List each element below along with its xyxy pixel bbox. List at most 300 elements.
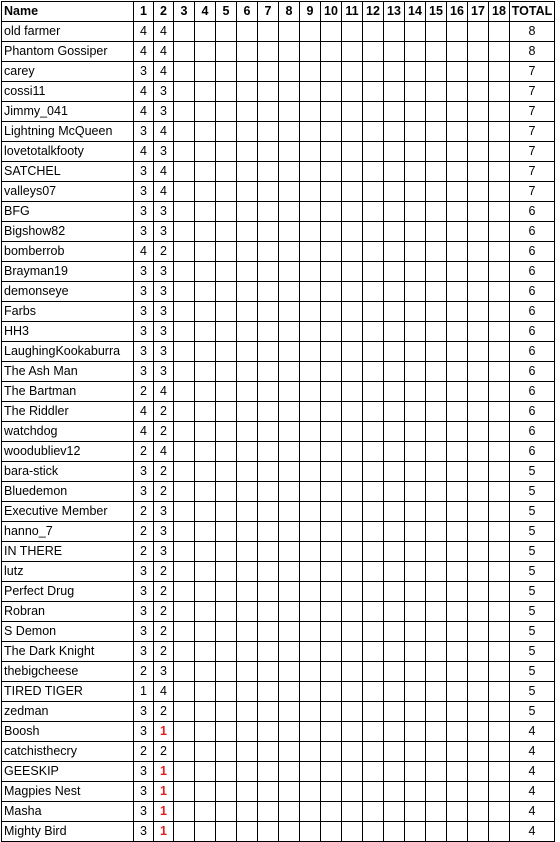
round-18-score-cell bbox=[489, 822, 510, 842]
round-12-score-cell bbox=[363, 822, 384, 842]
round-6-score-cell bbox=[237, 662, 258, 682]
round-9-score-cell bbox=[300, 702, 321, 722]
round-9-score-cell bbox=[300, 222, 321, 242]
round-12-score-cell bbox=[363, 342, 384, 362]
round-3-score-cell bbox=[174, 42, 195, 62]
round-8-score-cell bbox=[279, 122, 300, 142]
round-1-score-cell: 2 bbox=[134, 442, 154, 462]
round-18-score-cell bbox=[489, 162, 510, 182]
round-16-score-cell bbox=[447, 642, 468, 662]
round-14-score-cell bbox=[405, 222, 426, 242]
round-10-score-cell bbox=[321, 662, 342, 682]
round-18-score-cell bbox=[489, 642, 510, 662]
table-row bbox=[2, 802, 555, 822]
round-10-score-cell bbox=[321, 22, 342, 42]
round-7-score-cell bbox=[258, 562, 279, 582]
round-15-score-cell bbox=[426, 342, 447, 362]
round-6-score-cell bbox=[237, 82, 258, 102]
round-18-score-cell bbox=[489, 522, 510, 542]
table-row bbox=[2, 442, 555, 462]
round-2-score-cell: 2 bbox=[154, 742, 174, 762]
round-11-score-cell bbox=[342, 402, 363, 422]
round-17-score-cell bbox=[468, 642, 489, 662]
scores-table bbox=[1, 1, 555, 842]
round-18-score-cell bbox=[489, 102, 510, 122]
player-name-cell: The Riddler bbox=[2, 402, 134, 422]
total-score-cell: 7 bbox=[510, 102, 555, 122]
round-10-score-cell bbox=[321, 522, 342, 542]
round-16-score-cell bbox=[447, 42, 468, 62]
round-12-score-cell bbox=[363, 642, 384, 662]
player-name-cell: Magpies Nest bbox=[2, 782, 134, 802]
round-3-score-cell bbox=[174, 642, 195, 662]
round-3-score-cell bbox=[174, 302, 195, 322]
round-3-score-cell bbox=[174, 122, 195, 142]
round-10-score-cell bbox=[321, 322, 342, 342]
round-5-score-cell bbox=[216, 522, 237, 542]
round-3-score-cell bbox=[174, 182, 195, 202]
round-8-score-cell bbox=[279, 722, 300, 742]
round-16-score-cell bbox=[447, 782, 468, 802]
round-11-score-cell bbox=[342, 502, 363, 522]
round-1-score-cell: 4 bbox=[134, 402, 154, 422]
round-3-score-cell bbox=[174, 82, 195, 102]
round-15-score-cell bbox=[426, 422, 447, 442]
round-18-score-cell bbox=[489, 222, 510, 242]
round-2-score-cell: 2 bbox=[154, 622, 174, 642]
round-4-score-cell bbox=[195, 102, 216, 122]
round-15-score-cell bbox=[426, 562, 447, 582]
player-name-cell: old farmer bbox=[2, 22, 134, 42]
round-7-score-cell bbox=[258, 402, 279, 422]
table-row bbox=[2, 362, 555, 382]
round-8-score-cell bbox=[279, 102, 300, 122]
round-6-score-cell bbox=[237, 222, 258, 242]
round-4-score-cell bbox=[195, 362, 216, 382]
round-8-score-cell bbox=[279, 302, 300, 322]
round-10-score-cell bbox=[321, 582, 342, 602]
round-10-score-cell bbox=[321, 262, 342, 282]
round-8-score-cell bbox=[279, 702, 300, 722]
round-16-score-cell bbox=[447, 522, 468, 542]
round-4-score-cell bbox=[195, 742, 216, 762]
round-16-score-cell bbox=[447, 662, 468, 682]
round-17-score-cell bbox=[468, 762, 489, 782]
round-11-score-cell bbox=[342, 762, 363, 782]
round-15-score-cell bbox=[426, 42, 447, 62]
round-8-score-cell bbox=[279, 162, 300, 182]
round-4-score-cell bbox=[195, 142, 216, 162]
player-name-cell: The Ash Man bbox=[2, 362, 134, 382]
round-11-score-cell bbox=[342, 622, 363, 642]
round-16-score-cell bbox=[447, 102, 468, 122]
round-13-score-cell bbox=[384, 702, 405, 722]
round-9-score-cell bbox=[300, 762, 321, 782]
round-15-score-cell bbox=[426, 622, 447, 642]
round-12-score-cell bbox=[363, 662, 384, 682]
table-body bbox=[2, 22, 555, 842]
round-7-score-cell bbox=[258, 282, 279, 302]
round-7-score-cell bbox=[258, 542, 279, 562]
round-4-score-cell bbox=[195, 722, 216, 742]
table-row bbox=[2, 182, 555, 202]
total-score-cell: 6 bbox=[510, 242, 555, 262]
round-10-score-cell bbox=[321, 642, 342, 662]
round-1-score-cell: 4 bbox=[134, 242, 154, 262]
round-18-score-cell bbox=[489, 422, 510, 442]
round-9-score-cell bbox=[300, 182, 321, 202]
round-5-score-cell bbox=[216, 702, 237, 722]
table-row bbox=[2, 622, 555, 642]
round-6-score-cell bbox=[237, 442, 258, 462]
round-13-score-cell bbox=[384, 722, 405, 742]
round-7-score-cell bbox=[258, 222, 279, 242]
round-10-score-cell bbox=[321, 82, 342, 102]
round-13-score-cell bbox=[384, 282, 405, 302]
round-11-score-cell bbox=[342, 582, 363, 602]
round-9-score-cell bbox=[300, 822, 321, 842]
round-13-score-cell bbox=[384, 562, 405, 582]
round-13-score-cell bbox=[384, 682, 405, 702]
round-1-score-cell: 3 bbox=[134, 122, 154, 142]
round-5-score-cell bbox=[216, 242, 237, 262]
round-11-score-cell bbox=[342, 702, 363, 722]
round-18-score-cell bbox=[489, 202, 510, 222]
round-7-score-cell bbox=[258, 482, 279, 502]
round-18-score-cell bbox=[489, 262, 510, 282]
total-score-cell: 4 bbox=[510, 722, 555, 742]
round-3-score-cell bbox=[174, 322, 195, 342]
total-score-cell: 6 bbox=[510, 342, 555, 362]
round-1-score-cell: 4 bbox=[134, 82, 154, 102]
round-2-score-cell: 3 bbox=[154, 302, 174, 322]
round-13-score-cell bbox=[384, 422, 405, 442]
round-1-score-cell: 3 bbox=[134, 182, 154, 202]
round-17-score-cell bbox=[468, 222, 489, 242]
round-17-score-cell bbox=[468, 422, 489, 442]
column-header-total: TOTAL bbox=[510, 2, 555, 22]
round-12-score-cell bbox=[363, 322, 384, 342]
round-6-score-cell bbox=[237, 42, 258, 62]
round-14-score-cell bbox=[405, 542, 426, 562]
round-17-score-cell bbox=[468, 402, 489, 422]
round-11-score-cell bbox=[342, 562, 363, 582]
round-14-score-cell bbox=[405, 442, 426, 462]
round-5-score-cell bbox=[216, 502, 237, 522]
round-14-score-cell bbox=[405, 742, 426, 762]
round-2-score-cell: 1 bbox=[154, 722, 174, 742]
round-12-score-cell bbox=[363, 202, 384, 222]
round-16-score-cell bbox=[447, 422, 468, 442]
round-17-score-cell bbox=[468, 82, 489, 102]
round-5-score-cell bbox=[216, 602, 237, 622]
round-15-score-cell bbox=[426, 542, 447, 562]
round-2-score-cell: 3 bbox=[154, 542, 174, 562]
round-14-score-cell bbox=[405, 162, 426, 182]
round-5-score-cell bbox=[216, 162, 237, 182]
round-13-score-cell bbox=[384, 82, 405, 102]
round-6-score-cell bbox=[237, 282, 258, 302]
round-16-score-cell bbox=[447, 382, 468, 402]
round-13-score-cell bbox=[384, 182, 405, 202]
round-2-score-cell: 1 bbox=[154, 822, 174, 842]
round-4-score-cell bbox=[195, 302, 216, 322]
round-3-score-cell bbox=[174, 282, 195, 302]
round-2-score-cell: 3 bbox=[154, 522, 174, 542]
round-17-score-cell bbox=[468, 702, 489, 722]
table-row bbox=[2, 162, 555, 182]
round-2-score-cell: 3 bbox=[154, 662, 174, 682]
round-13-score-cell bbox=[384, 522, 405, 542]
player-name-cell: Perfect Drug bbox=[2, 582, 134, 602]
table-row bbox=[2, 222, 555, 242]
round-9-score-cell bbox=[300, 102, 321, 122]
round-17-score-cell bbox=[468, 522, 489, 542]
round-16-score-cell bbox=[447, 202, 468, 222]
total-score-cell: 5 bbox=[510, 682, 555, 702]
round-10-score-cell bbox=[321, 122, 342, 142]
round-2-score-cell: 2 bbox=[154, 602, 174, 622]
round-15-score-cell bbox=[426, 742, 447, 762]
round-5-score-cell bbox=[216, 302, 237, 322]
round-7-score-cell bbox=[258, 702, 279, 722]
round-3-score-cell bbox=[174, 102, 195, 122]
round-1-score-cell: 3 bbox=[134, 762, 154, 782]
round-11-score-cell bbox=[342, 342, 363, 362]
round-11-score-cell bbox=[342, 182, 363, 202]
round-12-score-cell bbox=[363, 562, 384, 582]
round-13-score-cell bbox=[384, 802, 405, 822]
column-header-round-6: 6 bbox=[237, 2, 258, 22]
round-3-score-cell bbox=[174, 342, 195, 362]
round-17-score-cell bbox=[468, 322, 489, 342]
round-14-score-cell bbox=[405, 802, 426, 822]
round-2-score-cell: 3 bbox=[154, 142, 174, 162]
round-9-score-cell bbox=[300, 522, 321, 542]
round-5-score-cell bbox=[216, 582, 237, 602]
round-9-score-cell bbox=[300, 302, 321, 322]
round-13-score-cell bbox=[384, 402, 405, 422]
round-12-score-cell bbox=[363, 622, 384, 642]
round-18-score-cell bbox=[489, 122, 510, 142]
round-5-score-cell bbox=[216, 202, 237, 222]
round-9-score-cell bbox=[300, 22, 321, 42]
round-9-score-cell bbox=[300, 202, 321, 222]
round-1-score-cell: 3 bbox=[134, 202, 154, 222]
round-1-score-cell: 3 bbox=[134, 302, 154, 322]
round-14-score-cell bbox=[405, 382, 426, 402]
table-row bbox=[2, 322, 555, 342]
round-14-score-cell bbox=[405, 342, 426, 362]
total-score-cell: 7 bbox=[510, 142, 555, 162]
round-16-score-cell bbox=[447, 322, 468, 342]
round-16-score-cell bbox=[447, 82, 468, 102]
round-7-score-cell bbox=[258, 362, 279, 382]
round-9-score-cell bbox=[300, 562, 321, 582]
round-14-score-cell bbox=[405, 122, 426, 142]
round-16-score-cell bbox=[447, 702, 468, 722]
round-10-score-cell bbox=[321, 202, 342, 222]
round-8-score-cell bbox=[279, 222, 300, 242]
player-name-cell: Bigshow82 bbox=[2, 222, 134, 242]
round-4-score-cell bbox=[195, 662, 216, 682]
total-score-cell: 5 bbox=[510, 562, 555, 582]
round-9-score-cell bbox=[300, 82, 321, 102]
round-14-score-cell bbox=[405, 782, 426, 802]
round-7-score-cell bbox=[258, 802, 279, 822]
round-14-score-cell bbox=[405, 142, 426, 162]
round-7-score-cell bbox=[258, 62, 279, 82]
round-14-score-cell bbox=[405, 422, 426, 442]
table-row bbox=[2, 482, 555, 502]
round-4-score-cell bbox=[195, 522, 216, 542]
round-15-score-cell bbox=[426, 302, 447, 322]
round-15-score-cell bbox=[426, 142, 447, 162]
total-score-cell: 4 bbox=[510, 802, 555, 822]
round-3-score-cell bbox=[174, 722, 195, 742]
column-header-round-8: 8 bbox=[279, 2, 300, 22]
round-6-score-cell bbox=[237, 542, 258, 562]
total-score-cell: 5 bbox=[510, 462, 555, 482]
total-score-cell: 6 bbox=[510, 282, 555, 302]
round-6-score-cell bbox=[237, 762, 258, 782]
round-10-score-cell bbox=[321, 602, 342, 622]
round-12-score-cell bbox=[363, 22, 384, 42]
round-8-score-cell bbox=[279, 322, 300, 342]
round-17-score-cell bbox=[468, 342, 489, 362]
round-5-score-cell bbox=[216, 122, 237, 142]
column-header-round-14: 14 bbox=[405, 2, 426, 22]
round-14-score-cell bbox=[405, 822, 426, 842]
round-18-score-cell bbox=[489, 662, 510, 682]
round-2-score-cell: 3 bbox=[154, 282, 174, 302]
round-12-score-cell bbox=[363, 262, 384, 282]
total-score-cell: 5 bbox=[510, 642, 555, 662]
round-1-score-cell: 3 bbox=[134, 362, 154, 382]
round-18-score-cell bbox=[489, 722, 510, 742]
round-14-score-cell bbox=[405, 502, 426, 522]
round-8-score-cell bbox=[279, 262, 300, 282]
round-15-score-cell bbox=[426, 502, 447, 522]
round-1-score-cell: 4 bbox=[134, 42, 154, 62]
player-name-cell: lutz bbox=[2, 562, 134, 582]
round-4-score-cell bbox=[195, 562, 216, 582]
round-16-score-cell bbox=[447, 542, 468, 562]
round-15-score-cell bbox=[426, 122, 447, 142]
round-9-score-cell bbox=[300, 802, 321, 822]
round-17-score-cell bbox=[468, 462, 489, 482]
round-1-score-cell: 3 bbox=[134, 782, 154, 802]
round-15-score-cell bbox=[426, 262, 447, 282]
round-16-score-cell bbox=[447, 402, 468, 422]
total-score-cell: 6 bbox=[510, 382, 555, 402]
round-10-score-cell bbox=[321, 462, 342, 482]
column-header-round-1: 1 bbox=[134, 2, 154, 22]
round-15-score-cell bbox=[426, 82, 447, 102]
round-5-score-cell bbox=[216, 222, 237, 242]
table-row bbox=[2, 62, 555, 82]
round-17-score-cell bbox=[468, 262, 489, 282]
round-12-score-cell bbox=[363, 442, 384, 462]
round-5-score-cell bbox=[216, 762, 237, 782]
round-7-score-cell bbox=[258, 722, 279, 742]
round-8-score-cell bbox=[279, 762, 300, 782]
round-6-score-cell bbox=[237, 462, 258, 482]
round-13-score-cell bbox=[384, 322, 405, 342]
table-row bbox=[2, 822, 555, 842]
round-18-score-cell bbox=[489, 22, 510, 42]
round-2-score-cell: 2 bbox=[154, 642, 174, 662]
round-16-score-cell bbox=[447, 182, 468, 202]
round-17-score-cell bbox=[468, 242, 489, 262]
round-13-score-cell bbox=[384, 742, 405, 762]
round-7-score-cell bbox=[258, 102, 279, 122]
round-4-score-cell bbox=[195, 762, 216, 782]
round-12-score-cell bbox=[363, 742, 384, 762]
round-8-score-cell bbox=[279, 582, 300, 602]
round-16-score-cell bbox=[447, 502, 468, 522]
round-14-score-cell bbox=[405, 182, 426, 202]
round-13-score-cell bbox=[384, 42, 405, 62]
round-5-score-cell bbox=[216, 82, 237, 102]
round-11-score-cell bbox=[342, 682, 363, 702]
round-4-score-cell bbox=[195, 702, 216, 722]
round-1-score-cell: 2 bbox=[134, 382, 154, 402]
round-14-score-cell bbox=[405, 82, 426, 102]
round-18-score-cell bbox=[489, 282, 510, 302]
round-4-score-cell bbox=[195, 42, 216, 62]
round-10-score-cell bbox=[321, 242, 342, 262]
round-15-score-cell bbox=[426, 282, 447, 302]
table-row bbox=[2, 762, 555, 782]
round-18-score-cell bbox=[489, 402, 510, 422]
round-17-score-cell bbox=[468, 202, 489, 222]
round-9-score-cell bbox=[300, 402, 321, 422]
round-17-score-cell bbox=[468, 62, 489, 82]
round-1-score-cell: 3 bbox=[134, 62, 154, 82]
round-7-score-cell bbox=[258, 82, 279, 102]
player-name-cell: zedman bbox=[2, 702, 134, 722]
round-12-score-cell bbox=[363, 242, 384, 262]
round-2-score-cell: 2 bbox=[154, 702, 174, 722]
round-3-score-cell bbox=[174, 142, 195, 162]
player-name-cell: The Dark Knight bbox=[2, 642, 134, 662]
round-17-score-cell bbox=[468, 782, 489, 802]
round-13-score-cell bbox=[384, 542, 405, 562]
round-16-score-cell bbox=[447, 142, 468, 162]
table-row bbox=[2, 242, 555, 262]
player-name-cell: catchisthecry bbox=[2, 742, 134, 762]
round-16-score-cell bbox=[447, 462, 468, 482]
round-18-score-cell bbox=[489, 782, 510, 802]
round-5-score-cell bbox=[216, 742, 237, 762]
round-4-score-cell bbox=[195, 322, 216, 342]
round-10-score-cell bbox=[321, 782, 342, 802]
round-18-score-cell bbox=[489, 182, 510, 202]
round-11-score-cell bbox=[342, 222, 363, 242]
round-17-score-cell bbox=[468, 582, 489, 602]
round-12-score-cell bbox=[363, 542, 384, 562]
round-9-score-cell bbox=[300, 482, 321, 502]
round-8-score-cell bbox=[279, 182, 300, 202]
round-7-score-cell bbox=[258, 382, 279, 402]
round-17-score-cell bbox=[468, 102, 489, 122]
round-7-score-cell bbox=[258, 782, 279, 802]
round-2-score-cell: 4 bbox=[154, 122, 174, 142]
round-6-score-cell bbox=[237, 362, 258, 382]
round-2-score-cell: 2 bbox=[154, 482, 174, 502]
round-5-score-cell bbox=[216, 822, 237, 842]
